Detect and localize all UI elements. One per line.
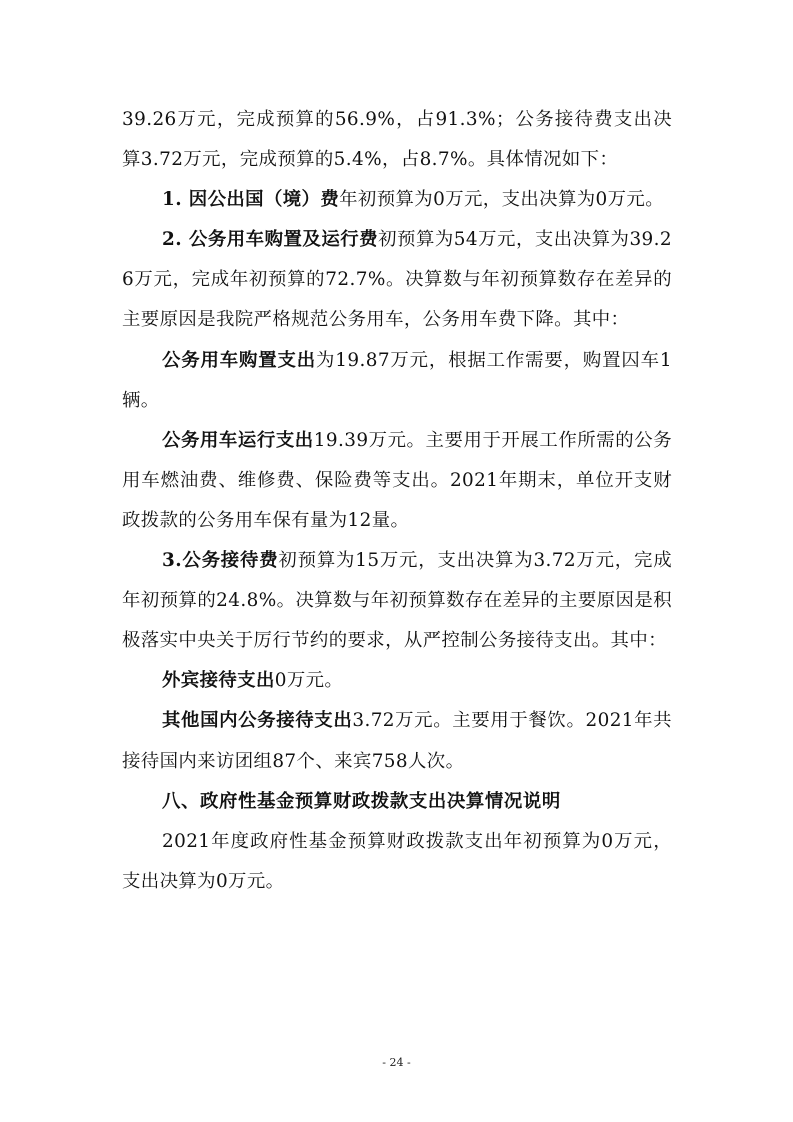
page-number: - 24 -	[382, 1056, 411, 1069]
paragraph-foreign-reception	[122, 661, 672, 701]
paragraph-vehicle-costs	[122, 220, 672, 340]
paragraph-vehicle-purchase	[122, 341, 672, 421]
paragraph-bold-lead: 3.公务接待费	[162, 550, 279, 572]
paragraph-text: 3.72万元。主要用于餐饮。2021年共接待国内来访团组87个、来宾758人次。	[122, 710, 672, 772]
paragraph-bold-lead: 公务用车运行支出	[162, 429, 314, 451]
paragraph-text: 2021年度政府性基金预算财政拨款支出年初预算为0万元，支出决算为0万元。	[122, 830, 672, 892]
document-body	[122, 100, 672, 902]
paragraph-bold-lead: 1. 因公出国（境）费	[162, 189, 340, 211]
paragraph-text: 初预算为54万元，支出决算为39.26万元，完成年初预算的72.7%。决算数与年初预算数存在差异的主要原因是我院严格规范公务用车，公务用车费下降。其中：	[122, 229, 672, 331]
paragraph-text: 初预算为15万元，支出决算为3.72万元，完成年初预算的24.8%。决算数与年初预算数存在差异的主要原因是积极落实中央关于厉行节约的要求，从严控制公务接待支出。其中：	[122, 550, 672, 652]
paragraph-domestic-reception	[122, 701, 672, 781]
section-heading: 八、政府性基金预算财政拨款支出决算情况说明	[162, 790, 561, 812]
paragraph-bold-lead: 外宾接待支出	[162, 670, 275, 692]
paragraph-text: 39.26万元，完成预算的56.9%，占91.3%；公务接待费支出决算3.72万元，完成预算的5.4%，占8.7%。具体情况如下：	[122, 109, 672, 171]
paragraph-bold-lead: 2. 公务用车购置及运行费	[162, 229, 379, 251]
paragraph-government-fund	[122, 822, 672, 902]
paragraph-summary-continued	[122, 100, 672, 180]
paragraph-text: 年初预算为0万元，支出决算为0万元。	[339, 189, 664, 211]
paragraph-reception-costs	[122, 541, 672, 661]
paragraph-text: 为19.87万元，根据工作需要，购置囚车1辆。	[122, 349, 672, 411]
paragraph-text: 19.39万元。主要用于开展工作所需的公务用车燃油费、维修费、保险费等支出。2021年期末，单位开支财政拨款的公务用车保有量为12量。	[122, 429, 672, 531]
paragraph-bold-lead: 公务用车购置支出	[162, 349, 317, 371]
paragraph-bold-lead: 其他国内公务接待支出	[162, 710, 353, 732]
paragraph-vehicle-operation	[122, 421, 672, 541]
paragraph-overseas-travel	[122, 180, 672, 220]
paragraph-text: 0万元。	[274, 670, 344, 692]
